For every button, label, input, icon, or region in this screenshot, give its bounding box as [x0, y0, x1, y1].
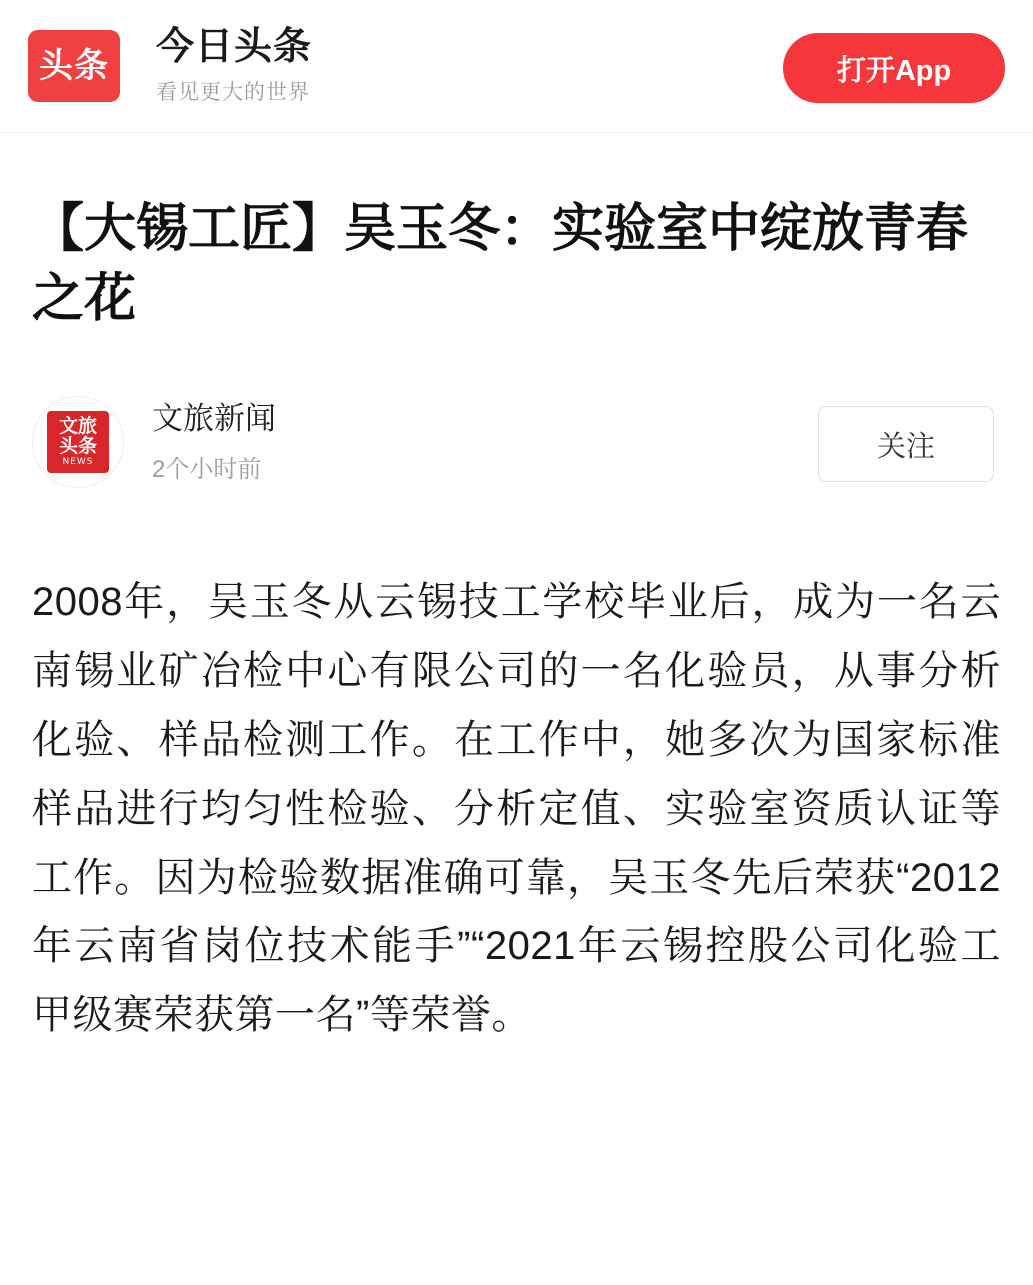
author-name[interactable]: 文旅新闻: [152, 401, 276, 437]
avatar[interactable]: [32, 396, 124, 488]
top-bar: [0, 0, 1033, 133]
avatar-line-1: 文旅: [58, 415, 97, 438]
page-title: 【大锡工匠】吴玉冬：实验室中绽放青春之花: [32, 200, 969, 328]
brand-subtitle: 看见更大的世界: [156, 81, 310, 105]
avatar-line-2: 头条: [58, 435, 97, 458]
publish-time: 2个小时前: [152, 456, 262, 484]
author-info: [152, 400, 276, 484]
follow-button[interactable]: 关注: [818, 406, 994, 482]
article-paragraph: 2008年，吴玉冬从云锡技工学校毕业后，成为一名云南锡业矿冶检中心有限公司的一名化验员，从事分析化验、样品检测工作。在工作中，她多次为国家标准样品进行均匀性检验、分析定值、实验室资质认证等工作。因为检验数据准确可靠，吴玉冬先后荣获“2012年云南省岗位技术能手”“2021年云锡控股公司化验工甲级赛荣获第一名”等荣誉。: [32, 580, 1001, 1038]
open-app-button[interactable]: 打开App: [783, 33, 1005, 103]
brand-title: 今日头条: [156, 25, 313, 68]
avatar-badge: [47, 411, 109, 473]
article-body: [0, 195, 1033, 1050]
author-meta-row: [32, 394, 1001, 490]
avatar-line-3: NEWS: [62, 457, 94, 468]
toutiao-logo-icon[interactable]: [28, 30, 120, 102]
brand-block: [156, 26, 312, 107]
toutiao-logo-text: 头条: [39, 46, 109, 86]
